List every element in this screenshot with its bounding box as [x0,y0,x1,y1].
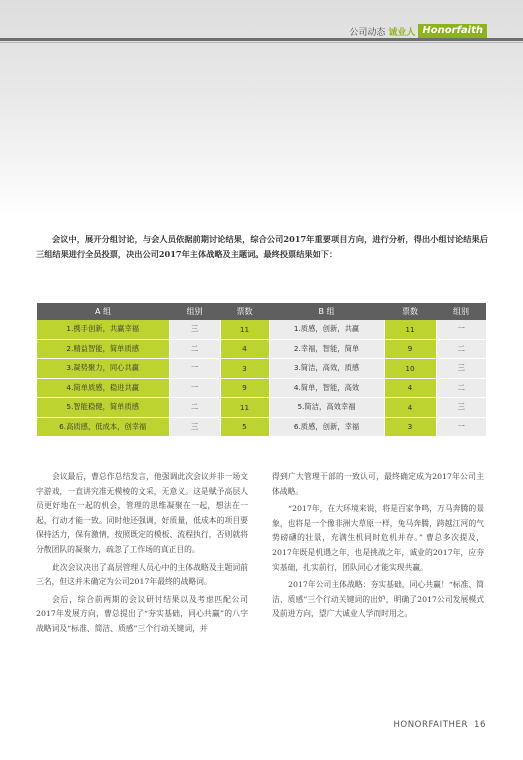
table-row [37,320,486,339]
group-b-category: 一 [436,320,486,339]
header-group-b: B 组 [269,303,384,320]
table-row [37,398,486,418]
page-footer [393,720,486,730]
table-header-row [37,303,486,320]
header-category: 组别 [169,303,220,320]
group-a-option: 6.高质感，低成本，创幸福 [37,417,169,437]
group-b-votes: 11 [384,320,436,339]
group-b-option: 6.质感，创新，幸福 [269,417,384,437]
header-votes: 票数 [220,303,269,320]
group-a-option: 3.凝势聚力，同心共赢 [37,359,169,379]
group-b-category: 二 [436,378,486,398]
group-a-votes: 4 [220,339,269,359]
header-group-a: A 组 [37,303,169,320]
group-a-option: 2.精益智能，简单质感 [37,339,169,359]
brand-logo: Honorfaith [418,24,487,38]
group-b-category: 二 [436,339,486,359]
group-a-option: 5.智能稳健，简单质感 [37,398,169,418]
body-paragraph: 此次会议决出了高层管理人员心中的主体战略及主题词前三名，但这并未确定为公司2017年最终的战略词。 [36,562,248,587]
table-row [37,378,486,398]
table-row [37,417,486,437]
table-row [37,359,486,379]
brand-name-cn: 诚业人 [388,27,416,38]
magazine-name: HONORFAITHER [393,720,468,730]
group-a-votes: 3 [220,359,269,379]
group-a-category: 三 [169,320,220,339]
group-a-category: 一 [169,378,220,398]
header-votes: 票数 [384,303,436,320]
page-number: 16 [473,720,486,730]
body-column-right [272,470,484,625]
group-a-category: 二 [169,398,220,418]
group-b-option: 4.简单，智能，高效 [269,378,384,398]
intro-paragraph: 会议中，展开分组讨论，与会人员依据前期讨论结果，综合公司2017年重要项目方向，进行分析，得出小组讨论结果后三组结果进行全员投票，决出公司2017年主体战略及主题词。最终投票结果如下： [36,234,488,259]
group-b-votes: 10 [384,359,436,379]
group-a-category: 二 [169,339,220,359]
group-a-votes: 9 [220,378,269,398]
body-paragraph: 得到广大管理干部的一致认可，最终确定成为2017年公司主体战略。 [272,472,484,496]
group-a-category: 一 [169,359,220,379]
vote-results-table [37,303,486,437]
group-a-votes: 11 [220,320,269,339]
group-b-votes: 4 [384,378,436,398]
body-paragraph: 会后，综合前两期的会议研讨结果以及考虑匹配公司2017年发展方向，曹总提出了“夯实基础，同心共赢”的八字战略词及“标准、简洁、质感”三个行动关键词，并 [36,594,248,633]
group-b-option: 3.简洁，高效，质感 [269,359,384,379]
group-b-votes: 4 [384,398,436,418]
group-a-option: 1.携手创新，共赢幸福 [37,320,169,339]
running-header [349,23,487,39]
group-b-category: 三 [436,359,486,379]
group-b-category: 三 [436,398,486,418]
body-column-left [36,470,248,640]
section-name: 公司动态 [349,27,386,38]
group-a-option: 4.简单质感，稳进共赢 [37,378,169,398]
group-b-option: 5.简洁，高效幸福 [269,398,384,418]
group-b-votes: 9 [384,339,436,359]
body-paragraph: 会议最后，曹总作总结发言，他强调此次会议并非一场文字游戏，一直讲究准无模棱的文采，无意义。这是赋予高层人员更好地在一起的机会，管理的思维凝聚在一起，想法在一起，行动才能一致。同时他还强调，好质量，低成本的项目要保持活力，保有激情，按照既定的模板、流程执行，否则就将分散团队的凝聚力，疏忽了工作场的真正目的。 [36,472,248,554]
body-paragraph: “2017年，在大环境来说，将是百家争鸣，万马奔腾的景象，也将是一个像非洲大草原一样，兔马奔腾，跨越江河的气势磅礴的壮景，充满生机同时危机并存。” 曹总多次提及，2017年既是机遇之年，也是挑战之年，诚业的2017年，应夯实基础，扎实前行，团队同心才能实现共赢。 [272,504,484,572]
group-b-option: 1.质感，创新，共赢 [269,320,384,339]
table-row [37,339,486,359]
header-category: 组别 [436,303,486,320]
group-b-votes: 3 [384,417,436,437]
group-a-votes: 11 [220,398,269,418]
group-a-votes: 5 [220,417,269,437]
header-rule-thin [0,42,523,43]
group-b-category: 一 [436,417,486,437]
body-paragraph: 2017年公司主体战略：夯实基础，同心共赢！“标准、简洁、质感”三个行动关键词的出炉，明确了2017公司发展模式及前进方向，望广大诚业人学而时用之。 [272,580,484,619]
group-b-option: 2.幸福，智能，简单 [269,339,384,359]
group-a-category: 三 [169,417,220,437]
